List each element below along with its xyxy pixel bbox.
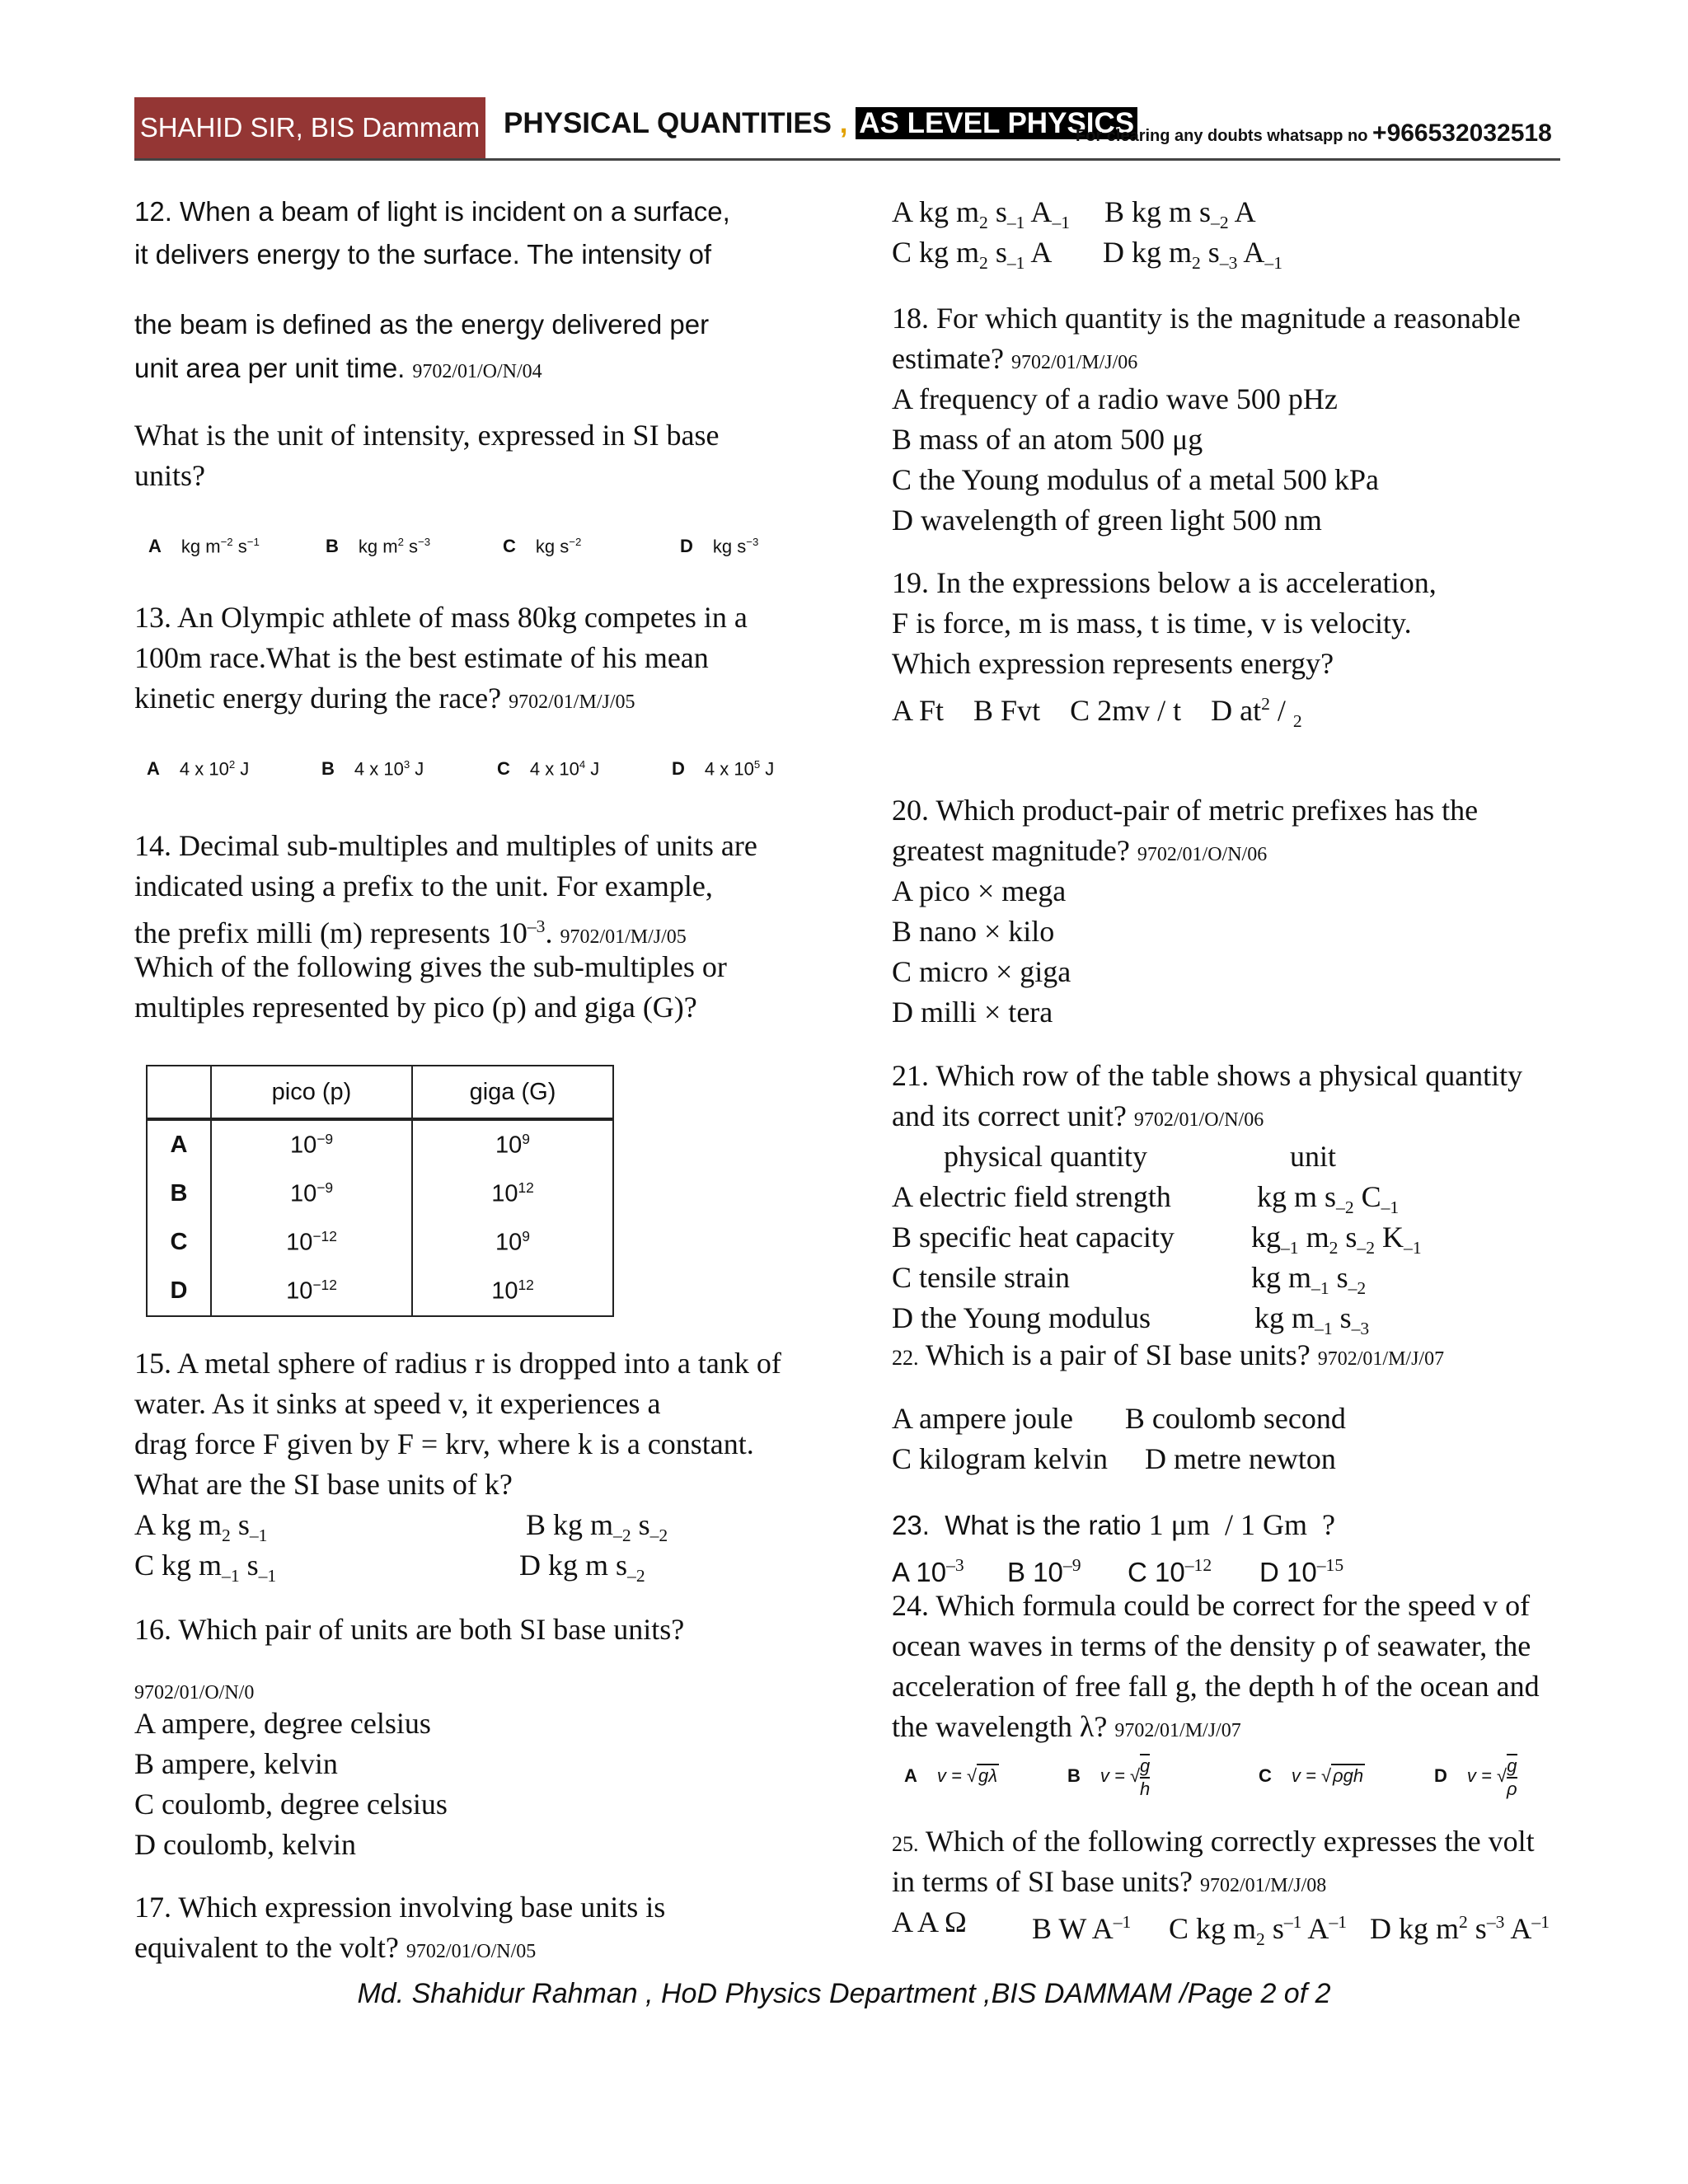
q25-option-c: C kg $m_2$ $s^{-1}$ $A^{-1}$ [1169,1912,1348,1950]
col-giga: giga (G) [412,1066,613,1119]
q12-line3: the beam is defined as the energy delivered per [134,309,710,340]
q19-line1: 19. In the expressions below a is acceleration, [892,566,1437,599]
q17-ref: 9702/01/O/N/05 [406,1941,537,1962]
q21-option-b: B specific heat capacity [892,1221,1175,1254]
q21-line1: 21. Which row of the table shows a physical quantity [892,1059,1523,1092]
q18-line1: 18. For which quantity is the magnitude a reasonable [892,302,1521,335]
q20-line1: 20. Which product-pair of metric prefixes has the [892,794,1479,827]
q17-option-b: B kg m $s_{-2}$ A [1104,195,1256,233]
q24-line3: acceleration of free fall g, the depth h of the ocean and [892,1670,1540,1703]
table-row: D $10^{-12}$ $10^{12}$ [147,1267,613,1316]
q24-ref: 9702/01/M/J/07 [1114,1720,1241,1741]
q16-option-a: A ampere, degree celsius [134,1707,431,1740]
q19-line2: F is force, m is mass, t is time, v is velocity. [892,607,1412,640]
table-row: C $10^{-12}$ $10^9$ [147,1218,613,1267]
q12-option-b: B kg $m^2$ $s^{-3}$ [326,536,431,557]
q21-line2: and its correct unit? 9702/01/O/N/06 [892,1099,1264,1132]
q20-option-c: C micro × giga [892,955,1071,988]
q25-option-a: A A Ω [892,1905,967,1938]
q12-line2: it delivers energy to the surface. The intensity of [134,239,712,269]
q23-line1: 23. What is the ratio 1 μm / 1 Gm ? [892,1508,1335,1541]
q13-line3: kinetic energy during the race? 9702/01/M/J/05 [134,682,635,715]
q24-line4: the wavelength λ? 9702/01/M/J/07 [892,1710,1241,1743]
q22-ref: 9702/01/M/J/07 [1317,1348,1445,1370]
q21-col-quantity: physical quantity [944,1140,1147,1173]
q15-option-c: C kg $m_{-1}$ $s_{-1}$ [134,1549,277,1586]
q16-option-b: B ampere, kelvin [134,1747,338,1780]
table-row: A $10^{-9}$ $10^9$ [147,1119,613,1169]
q17-line2: equivalent to the volt? 9702/01/O/N/05 [134,1931,537,1964]
q20-option-a: A pico × mega [892,874,1067,907]
q24-option-b: B v = √ $\frac{g}{h}$ [1067,1755,1151,1799]
q12-ref: 9702/01/O/N/04 [412,361,542,382]
q23-option-b: B $10^{-9}$ [1007,1555,1081,1587]
q24-option-d: D v = √ $\frac{g}{\rho}$ [1434,1755,1517,1799]
q22-options-ab: A ampere joule B coulomb second [892,1402,1346,1435]
q24-line1: 24. Which formula could be correct for the speed v of [892,1589,1531,1622]
q17-option-c: C kg $m_2$ $s_{-1}$ A [892,236,1053,274]
q25-option-b: B W $A^{-1}$ [1032,1912,1132,1945]
q15-line4: What are the SI base units of k? [134,1468,513,1501]
q18-option-d: D wavelength of green light 500 nm [892,504,1322,537]
q13-option-a: A 4 x $10^2$ J [147,758,250,780]
q14-line5: multiples represented by pico (p) and giga (G)? [134,991,697,1024]
q21-unit-d: kg $m_{-1}$ $s_{-3}$ [1254,1301,1370,1339]
q25-option-d: D kg $m^2$ $s^{-3}$ $A^{-1}$ [1370,1912,1550,1945]
q23-option-a: A $10^{-3}$ [892,1555,964,1587]
q21-unit-c: kg $m_{-1}$ $s_{-2}$ [1251,1261,1367,1299]
q24-option-c: C v = √ρgh [1259,1765,1364,1786]
q23-option-d: D $10^{-15}$ [1259,1555,1344,1587]
q21-unit-a: kg m $s_{-2}$ $C_{-1}$ [1257,1180,1400,1218]
q20-option-b: B nano × kilo [892,915,1055,948]
q25-line2: in terms of SI base units? 9702/01/M/J/08 [892,1865,1327,1898]
col-pico: pico (p) [211,1066,412,1119]
q13-ref: 9702/01/M/J/05 [509,691,635,713]
q21-unit-b: $kg_{-1}$ $m_2$ $s_{-2}$ $K_{-1}$ [1251,1221,1422,1258]
q17-line1: 17. Which expression involving base units is [134,1891,666,1924]
q21-option-c: C tensile strain [892,1261,1070,1294]
q12-option-c: C kg $s^{-2}$ [503,536,582,557]
q18-line2: estimate? 9702/01/M/J/06 [892,342,1138,375]
q19-options: A Ft B Fvt C 2mv / t D $at^2 / _2$ [892,694,1302,732]
q14-ref: 9702/01/M/J/05 [560,926,687,948]
q18-option-b: B mass of an atom 500 μg [892,423,1203,456]
q21-col-unit: unit [1290,1140,1337,1173]
q12-option-d: D kg $s^{-3}$ [680,536,759,557]
q12-line1: 12. When a beam of light is incident on a surface, [134,196,730,227]
q12-line4: unit area per unit time. 9702/01/O/N/04 [134,353,542,383]
author-badge: SHAHID SIR, BIS Dammam [134,97,485,158]
page-title: PHYSICAL QUANTITIES , AS LEVEL PHYSICS [504,107,1137,140]
q14-line4: Which of the following gives the sub-multiples or [134,950,727,983]
q20-ref: 9702/01/O/N/06 [1137,844,1268,865]
q17-option-a: A kg $m_2$ $s_{-1}$ $A_{-1}$ [892,195,1071,233]
q23-option-c: C $10^{-12}$ [1128,1555,1212,1587]
q22-line1: 22. Which is a pair of SI base units? 9702/01/M/J/07 [892,1338,1445,1371]
q12-line6: units? [134,459,205,492]
table-row: B $10^{-9}$ $10^{12}$ [147,1169,613,1218]
q15-option-d: D kg m $s_{-2}$ [519,1549,645,1586]
phone-number: +966532032518 [1372,120,1552,147]
q15-line1: 15. A metal sphere of radius r is dropped into a tank of [134,1347,781,1380]
q14-line1: 14. Decimal sub-multiples and multiples of units are [134,829,757,862]
q19-line3: Which expression represents energy? [892,647,1334,680]
q16-option-d: D coulomb, kelvin [134,1828,356,1861]
page-footer: Md. Shahidur Rahman , HoD Physics Department ,BIS DAMMAM /Page 2 of 2 [357,1978,1331,2009]
q16-ref: 9702/01/O/N/0 [134,1682,255,1704]
q18-option-a: A frequency of a radio wave 500 pHz [892,382,1338,415]
q20-line2: greatest magnitude? 9702/01/O/N/06 [892,834,1268,867]
page-header [134,97,1560,161]
q18-option-c: C the Young modulus of a metal 500 kPa [892,463,1379,496]
q15-option-a: A kg $m_2$ $s_{-1}$ [134,1508,268,1546]
q25-ref: 9702/01/M/J/08 [1199,1875,1327,1896]
q12-line5: What is the unit of intensity, expressed in SI base [134,419,720,452]
q13-option-c: C 4 x $10^4$ J [497,758,600,780]
q18-ref: 9702/01/M/J/06 [1010,352,1138,373]
q13-line2: 100m race.What is the best estimate of his mean [134,641,709,674]
q25-line1: 25. Which of the following correctly expresses the volt [892,1825,1535,1858]
q15-option-b: B kg $m_{-2}$ $s_{-2}$ [526,1508,668,1546]
q13-line1: 13. An Olympic athlete of mass 80kg competes in a [134,601,748,634]
q15-line2: water. As it sinks at speed v, it experiences a [134,1387,661,1420]
q22-options-cd: C kilogram kelvin D metre newton [892,1442,1336,1475]
q21-option-a: A electric field strength [892,1180,1171,1213]
q24-option-a: A v = √gλ [904,1765,998,1786]
q17-option-d: D kg $m_2$ $s_{-3}$ $A_{-1}$ [1103,236,1283,274]
q12-option-a: A kg $m^{-2}$ $s^{-1}$ [148,536,260,557]
q24-line2: ocean waves in terms of the density ρ of seawater, the [892,1629,1531,1662]
prefix-table-header [147,1066,613,1119]
q14-line2: indicated using a prefix to the unit. For example, [134,869,713,902]
q16-option-c: C coulomb, degree celsius [134,1788,448,1821]
q21-ref: 9702/01/O/N/06 [1133,1109,1264,1131]
prefix-table [146,1065,614,1317]
q15-line3: drag force F given by F = krv, where k is a constant. [134,1427,754,1460]
q21-option-d: D the Young modulus [892,1301,1151,1334]
q13-option-d: D 4 x $10^5$ J [672,758,775,780]
contact-note: For clearing any doubts whatsapp no +966532032518 [1076,120,1552,147]
q13-option-b: B 4 x $10^3$ J [321,758,424,780]
q16-line1: 16. Which pair of units are both SI base units? [134,1613,685,1646]
q14-line3: the prefix milli (m) represents $10^{-3}$. 9702/01/M/J/05 [134,916,687,949]
q20-option-d: D milli × tera [892,996,1053,1029]
